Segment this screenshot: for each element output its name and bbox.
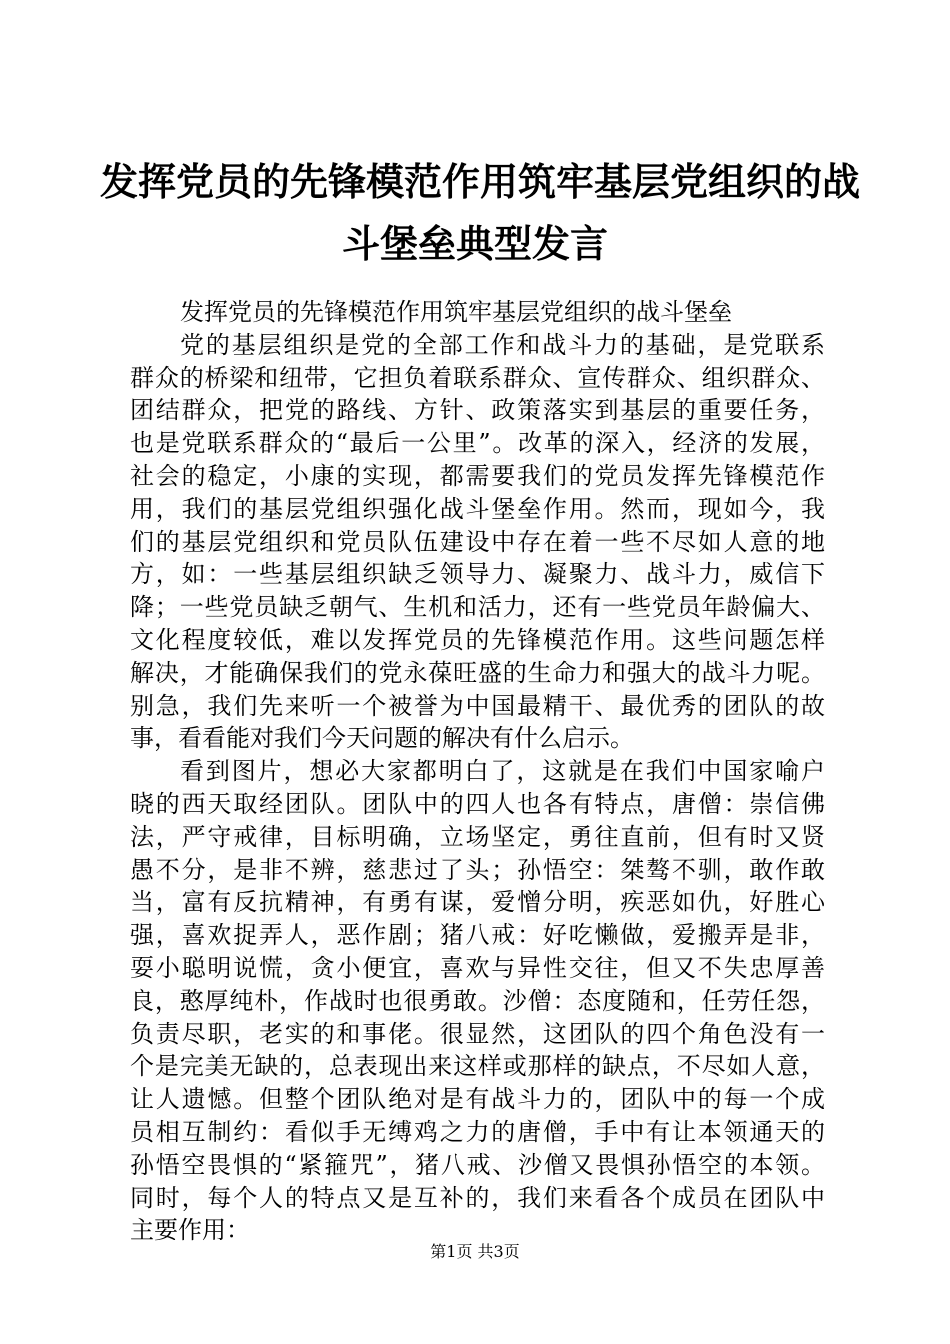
body-line: 别急，我们先来听一个被誉为中国最精干、最优秀的团队的故 <box>130 691 825 720</box>
body-line: 事，看看能对我们今天问题的解决有什么启示。 <box>130 724 634 753</box>
body-line: 们的基层党组织和党员队伍建设中存在着一些不尽如人意的地 <box>130 527 825 556</box>
body-line: 当，富有反抗精神，有勇有谋，爱憎分明，疾恶如仇，好胜心 <box>130 888 825 917</box>
body-line: 降；一些党员缺乏朝气、生机和活力，还有一些党员年龄偏大、 <box>130 593 825 622</box>
body-line: 耍小聪明说慌，贪小便宜，喜欢与异性交往，但又不失忠厚善 <box>130 953 825 982</box>
document-body <box>130 296 825 1247</box>
body-line: 方，如：一些基层组织缺乏领导力、凝聚力、战斗力，威信下 <box>130 560 825 589</box>
body-line: 强，喜欢捉弄人，恶作剧；猪八戒：好吃懒做，爱搬弄是非， <box>130 921 825 950</box>
body-line: 个是完美无缺的，总表现出来这样或那样的缺点，不尽如人意， <box>130 1052 825 1081</box>
body-line: 文化程度较低，难以发挥党员的先锋模范作用。这些问题怎样 <box>130 625 825 654</box>
body-line: 看到图片，想必大家都明白了，这就是在我们中国家喻户 <box>180 757 825 786</box>
document-title-line-2: 斗堡垒典型发言 <box>341 221 608 266</box>
body-line: 员相互制约：看似手无缚鸡之力的唐僧，手中有让本领通天的 <box>130 1117 825 1146</box>
document-title-line-1: 发挥党员的先锋模范作用筑牢基层党组织的战 <box>100 159 861 204</box>
body-line: 用，我们的基层党组织强化战斗堡垒作用。然而，现如今，我 <box>130 494 825 523</box>
body-line: 同时，每个人的特点又是互补的，我们来看各个成员在团队中 <box>130 1183 825 1212</box>
body-line: 社会的稳定，小康的实现，都需要我们的党员发挥先锋模范作 <box>130 461 825 490</box>
body-line: 群众的桥梁和纽带，它担负着联系群众、宣传群众、组织群众、 <box>130 363 825 392</box>
body-line: 解决，才能确保我们的党永葆旺盛的生命力和强大的战斗力呢。 <box>130 658 825 687</box>
body-line: 让人遗憾。但整个团队绝对是有战斗力的，团队中的每一个成 <box>130 1085 825 1114</box>
body-line: 法，严守戒律，目标明确，立场坚定，勇往直前，但有时又贤 <box>130 822 825 851</box>
body-line: 党的基层组织是党的全部工作和战斗力的基础，是党联系 <box>180 330 825 359</box>
body-line: 孙悟空畏惧的“紧箍咒”，猪八戒、沙僧又畏惧孙悟空的本领。 <box>130 1150 825 1179</box>
body-line: 主要作用： <box>130 1216 250 1245</box>
body-line: 团结群众，把党的路线、方针、政策落实到基层的重要任务， <box>130 396 825 425</box>
body-line: 良，憨厚纯朴，作战时也很勇敢。沙僧：态度随和，任劳任怨， <box>130 986 825 1015</box>
body-line: 愚不分，是非不辨，慈悲过了头；孙悟空：桀骜不驯，敢作敢 <box>130 855 825 884</box>
body-line: 负责尽职，老实的和事佬。很显然，这团队的四个角色没有一 <box>130 1019 825 1048</box>
body-line: 也是党联系群众的“最后一公里”。改革的深入，经济的发展， <box>130 429 825 458</box>
page-footer: 第1页 共3页 <box>430 1242 520 1261</box>
body-line: 晓的西天取经团队。团队中的四人也各有特点，唐僧：崇信佛 <box>130 789 825 818</box>
body-subtitle-line: 发挥党员的先锋模范作用筑牢基层党组织的战斗堡垒 <box>180 298 732 326</box>
